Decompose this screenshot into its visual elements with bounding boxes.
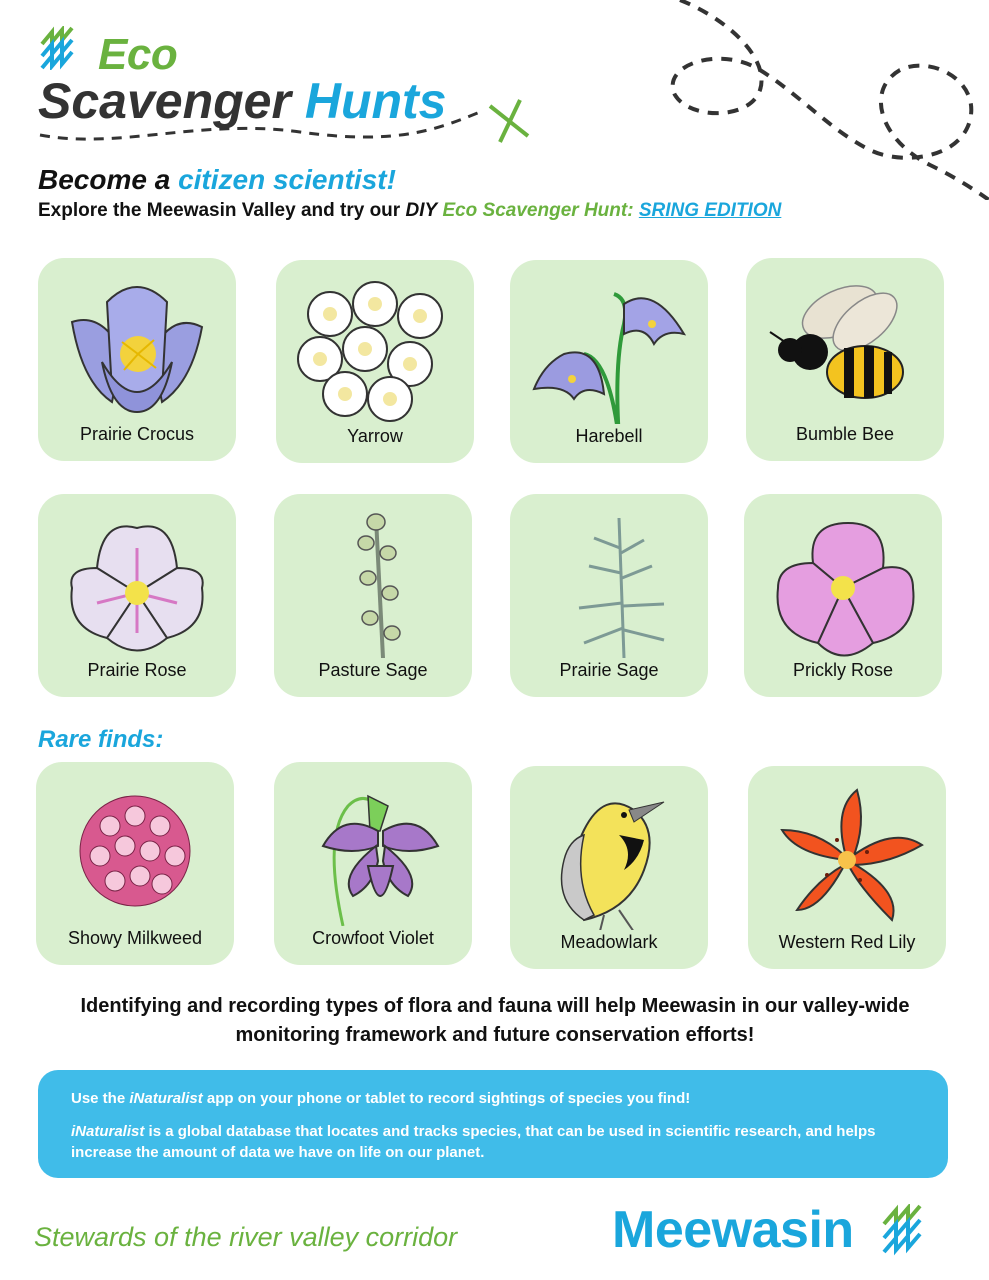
showy-milkweed-icon [50,776,220,926]
become-prefix: Become a [38,164,171,195]
card-label: Prairie Sage [559,660,659,680]
info-p1-app: iNaturalist [129,1090,203,1107]
meewasin-brand-text: Meewasin [612,1201,854,1259]
card-bumble-bee [746,258,944,461]
card-prairie-sage [510,494,708,697]
meewasin-waves-logo-icon [880,1204,946,1256]
western-red-lily-icon [762,780,932,930]
pasture-sage-icon [288,508,458,658]
footer-tagline: Stewards of the river valley corridor [34,1222,458,1252]
waves-logo-icon [38,26,98,70]
card-label: Yarrow [347,426,403,446]
edition-link[interactable]: SRING EDITION [638,200,782,221]
info-paragraph-1 [71,1090,690,1107]
logo-title [38,72,447,130]
card-prairie-crocus [38,258,236,461]
prairie-sage-icon [524,508,694,658]
card-showy-milkweed [36,762,234,965]
card-label: Prairie Crocus [79,424,195,444]
inaturalist-info-box [38,1070,948,1178]
card-meadowlark [510,766,708,969]
meadowlark-icon [524,780,694,930]
explore-subheading [38,200,781,222]
card-label: Prickly Rose [792,660,894,680]
logo-eco-text: Eco [98,30,178,79]
card-yarrow [276,260,474,463]
info-p1-prefix: Use the [71,1090,126,1107]
card-prickly-rose [744,494,942,697]
harebell-icon [524,274,694,424]
card-label: Harebell [575,426,643,446]
explore-hunt: Eco Scavenger Hunt: [442,200,634,221]
explore-prefix: Explore the Meewasin Valley and try our [38,200,401,221]
card-prairie-rose [38,494,236,697]
logo-scavenger-text: Scavenger [38,73,291,129]
become-heading [38,164,396,196]
card-label: Showy Milkweed [67,928,203,948]
info-p1-suffix: app on your phone or tablet to record sightings of species you find! [206,1090,691,1107]
yarrow-icon [290,274,460,424]
card-label: Meadowlark [560,932,658,952]
card-label: Crowfoot Violet [312,928,434,948]
card-harebell [510,260,708,463]
card-label: Bumble Bee [795,424,895,444]
card-label: Prairie Rose [87,660,187,680]
summary-text: Identifying and recording types of flora and fauna will help Meewasin in our valley-wide monitoring framework and future conservation efforts! [80,995,910,1046]
rare-finds-heading: Rare finds: [38,726,164,753]
crowfoot-violet-icon [288,776,458,926]
card-label: Pasture Sage [318,660,428,680]
logo-hunts-text: Hunts [304,73,447,129]
card-crowfoot-violet [274,762,472,965]
explore-diy: DIY [405,200,438,221]
x-mark-icon [484,96,534,146]
card-pasture-sage [274,494,472,697]
card-label: Western Red Lily [778,932,916,952]
card-western-red-lily [748,766,946,969]
info-p2-app: iNaturalist [71,1123,145,1140]
bumble-bee-icon [760,272,930,422]
info-paragraph-2 [71,1121,891,1163]
prairie-crocus-icon [52,272,222,422]
citizen-scientist-text: citizen scientist! [178,164,396,195]
prairie-rose-icon [52,508,222,658]
info-p2-text: is a global database that locates and tracks species, that can be used in scientific research, and helps increase the amount of data we have on life on our planet. [71,1123,876,1161]
prickly-rose-icon [758,508,928,658]
